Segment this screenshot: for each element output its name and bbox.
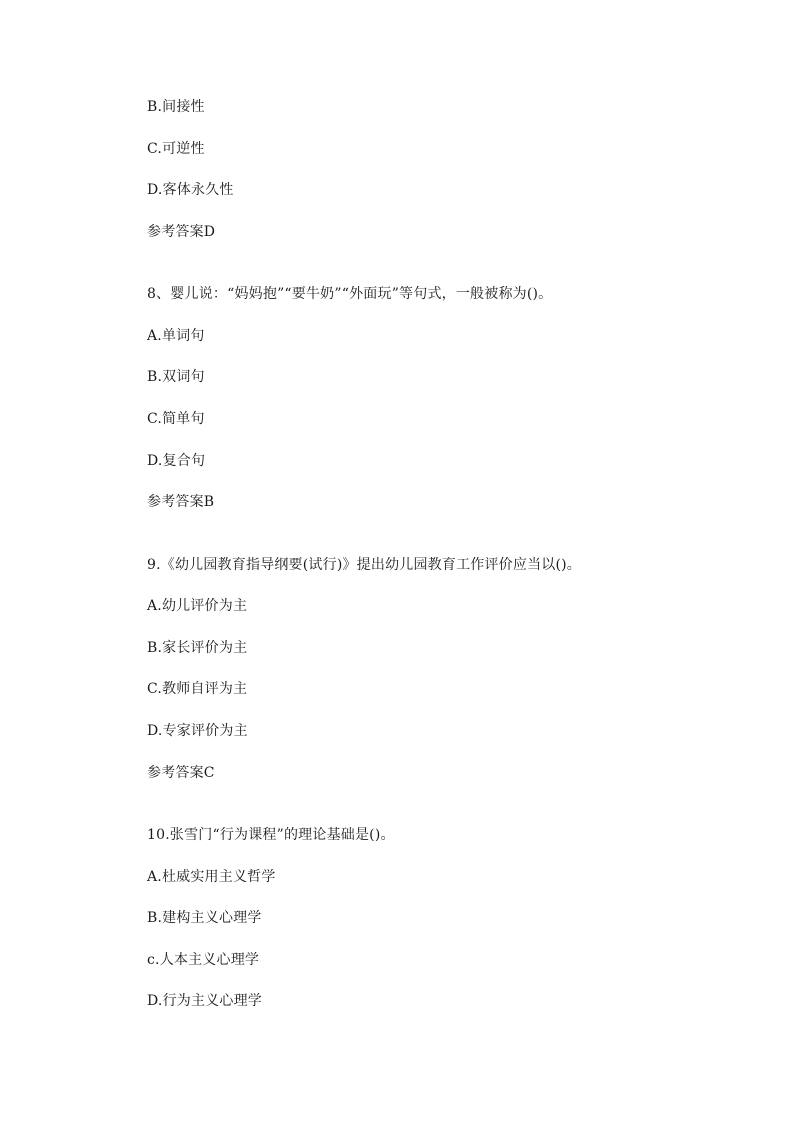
q10-question: 10.张雪门“行为课程”的理论基础是()。 [147, 827, 395, 843]
q8-answer: 参考答案B [147, 494, 215, 510]
q9-answer: 参考答案C [147, 765, 215, 781]
q10-option-a: A.杜威实用主义哲学 [147, 869, 276, 885]
q9-option-c: C.教师自评为主 [147, 681, 248, 697]
q9-option-a: A.幼儿评价为主 [147, 598, 248, 614]
q8-option-c: C.简单句 [147, 411, 205, 427]
q10-option-b: B.建构主义心理学 [147, 910, 262, 926]
q10-option-c: c.人本主义心理学 [147, 952, 260, 968]
q9-option-b: B.家长评价为主 [147, 640, 248, 656]
q9-option-d: D.专家评价为主 [147, 723, 248, 739]
q7-option-b: B.间接性 [147, 99, 205, 115]
q7-answer: 参考答案D [147, 224, 216, 240]
q8-option-a: A.单词句 [147, 328, 205, 344]
q7-option-c: C.可逆性 [147, 141, 205, 157]
q8-question: 8、婴儿说：“妈妈抱”“要牛奶”“外面玩”等句式，一般被称为()。 [147, 286, 553, 302]
q7-option-d: D.客体永久性 [147, 182, 234, 198]
q9-question: 9.《幼儿园教育指导纲要(试行)》提出幼儿园教育工作评价应当以()。 [147, 557, 582, 573]
q8-option-d: D.复合句 [147, 453, 206, 469]
q10-option-d: D.行为主义心理学 [147, 993, 262, 1009]
q8-option-b: B.双词句 [147, 369, 205, 385]
